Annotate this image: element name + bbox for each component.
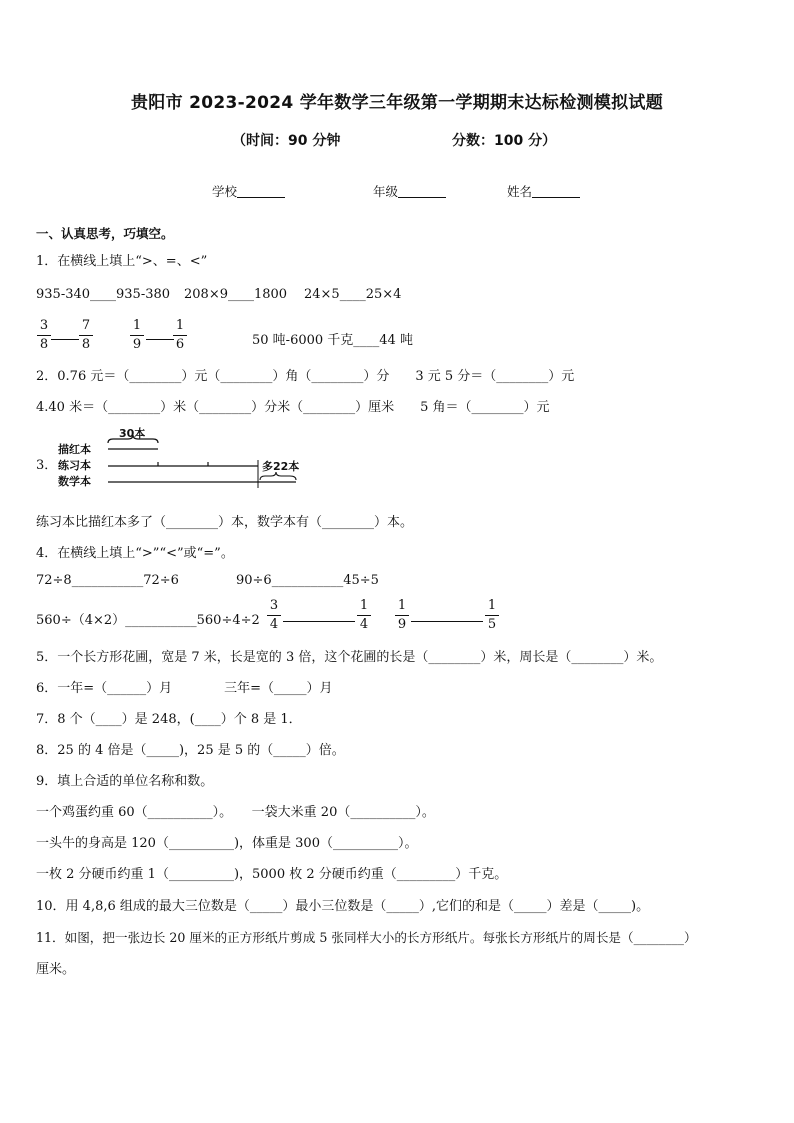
label-practice-book: 练习本 <box>58 459 91 472</box>
q3-bar-diagram <box>56 426 316 492</box>
q1-fraction-c <box>130 318 144 353</box>
q8: 8．25 的 4 倍是（_____)，25 是 5 的（_____）倍。 <box>36 743 345 758</box>
q10: 10．用 4,8,6 组成的最大三位数是（_____）最小三位数是（_____）,它们的和是（_____）差是（_____)。 <box>36 899 650 914</box>
q7: 7．8 个（____）是 248，(____）个 8 是 1． <box>36 712 302 727</box>
q4-stem: 4．在横线上填上“>”“<”或“=”。 <box>36 546 234 561</box>
q1-compare-b: 208×9____1800 <box>184 287 288 302</box>
denominator: 9 <box>132 337 142 352</box>
numerator: 1 <box>397 598 407 613</box>
q4-fraction-b <box>357 598 371 633</box>
name-field[interactable] <box>507 182 580 200</box>
label-red-book: 描红本 <box>58 443 91 456</box>
school-label: 学校 <box>212 184 238 199</box>
q4-blank-1[interactable] <box>283 621 355 622</box>
denominator: 5 <box>487 617 497 632</box>
brace-22 <box>260 472 296 480</box>
q9-line-3: 一枚 2 分硬币约重 1（__________)，5000 枚 2 分硬币约重（_________）千克。 <box>36 867 508 882</box>
q11-line-2: 厘米。 <box>36 962 76 977</box>
exam-score: 分数：100 分） <box>452 133 557 149</box>
q1-stem: 1．在横线上填上“>、=、<” <box>36 254 208 269</box>
q1-fraction-b <box>79 318 93 353</box>
numerator: 1 <box>132 318 142 333</box>
denominator: 4 <box>359 617 369 632</box>
numerator: 1 <box>487 598 497 613</box>
numerator: 7 <box>81 318 91 333</box>
numerator: 1 <box>359 598 369 613</box>
school-blank[interactable] <box>237 185 285 198</box>
q4-compare-c: 560÷（4×2）___________560÷4÷2 <box>36 613 260 628</box>
numerator: 3 <box>269 598 279 613</box>
grade-blank[interactable] <box>398 185 446 198</box>
label-math-book: 数学本 <box>58 475 91 488</box>
q4-compare-b: 90÷6___________45÷5 <box>236 573 379 588</box>
q4-fraction-c <box>395 598 409 633</box>
denominator: 4 <box>269 617 279 632</box>
school-field[interactable] <box>212 182 285 200</box>
section-heading: 一、认真思考，巧填空。 <box>36 226 174 241</box>
q1-blank-1[interactable] <box>51 339 79 340</box>
q4-blank-2[interactable] <box>411 621 483 622</box>
name-blank[interactable] <box>532 185 580 198</box>
q2-line-1: 2．0.76 元＝（________）元（________）角（________）分 3 元 5 分＝（________）元 <box>36 369 575 384</box>
exam-time: （时间：90 分钟 <box>232 133 341 149</box>
q2-line-2: 4.40 米＝（________）米（________）分米（________）厘米 5 角＝（________）元 <box>36 400 550 415</box>
denominator: 8 <box>39 337 49 352</box>
q1-compare-a: 935-340____935-380 <box>36 287 171 302</box>
grade-field[interactable] <box>373 182 446 200</box>
q4-compare-a: 72÷8___________72÷6 <box>36 573 179 588</box>
q1-fraction-d <box>173 318 187 353</box>
denominator: 8 <box>81 337 91 352</box>
denominator: 9 <box>397 617 407 632</box>
numerator: 3 <box>39 318 49 333</box>
q1-compare-weight: 50 吨-6000 千克____44 吨 <box>252 333 413 348</box>
q4-fraction-d <box>485 598 499 633</box>
q9-line-1: 一个鸡蛋约重 60（__________）。 一袋大米重 20（__________）。 <box>36 805 435 820</box>
numerator: 1 <box>175 318 185 333</box>
note-more-22: 多22本 <box>262 460 300 473</box>
q9-stem: 9．填上合适的单位名称和数。 <box>36 774 214 789</box>
q5: 5．一个长方形花圃，宽是 7 米，长是宽的 3 倍，这个花圃的长是（________）米，周长是（________）米。 <box>36 650 663 665</box>
q6: 6．一年=（______）月 三年=（_____）月 <box>36 681 333 696</box>
q11-line-1: 11．如图，把一张边长 20 厘米的正方形纸片剪成 5 张同样大小的长方形纸片。每张长方形纸片的周长是（________） <box>36 930 697 945</box>
q1-blank-2[interactable] <box>146 339 174 340</box>
note-30: 30本 <box>119 427 146 440</box>
name-label: 姓名 <box>507 184 533 199</box>
grade-label: 年级 <box>373 184 399 199</box>
q4-fraction-a <box>267 598 281 633</box>
denominator: 6 <box>175 337 185 352</box>
q9-line-2: 一头牛的身高是 120（__________)，体重是 300（__________）。 <box>36 836 418 851</box>
q3-number: 3． <box>36 458 58 473</box>
q3-question: 练习本比描红本多了（________）本，数学本有（________）本。 <box>36 515 414 530</box>
q1-compare-c: 24×5____25×4 <box>304 287 402 302</box>
page-title: 贵阳市 2023-2024 学年数学三年级第一学期期末达标检测模拟试题 <box>130 93 664 113</box>
q1-fraction-a <box>37 318 51 353</box>
